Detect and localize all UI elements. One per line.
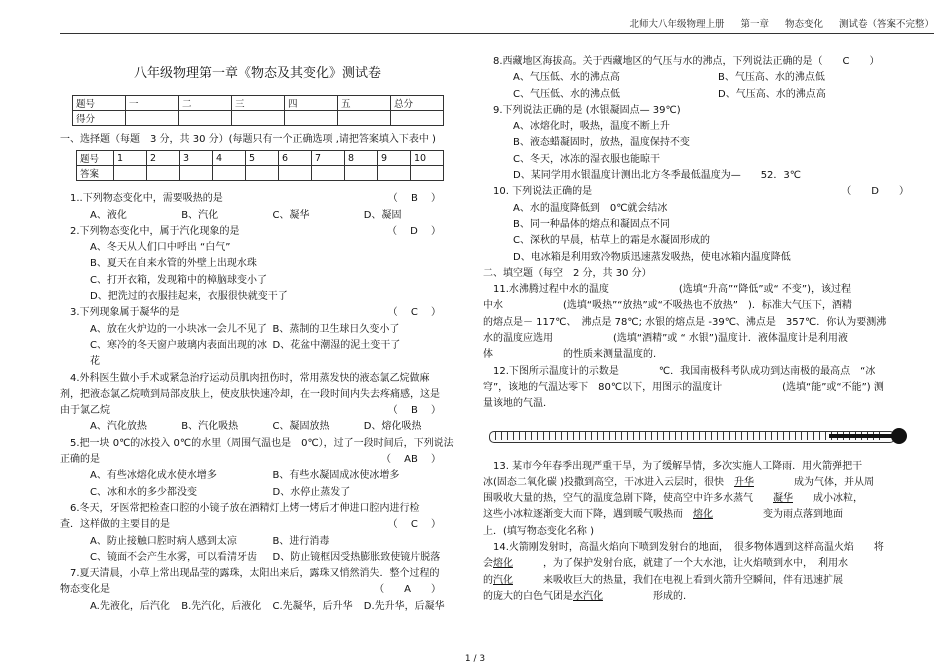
left-column — [60, 34, 455, 615]
option: C、凝固放热 — [272, 421, 330, 433]
filled-answer: 熔化 — [493, 558, 513, 570]
score-cell[interactable] — [391, 111, 444, 126]
answer-cell[interactable] — [378, 166, 411, 181]
option: C、寒冷的冬天窗户玻璃内表面出现的冰花 — [90, 339, 267, 368]
options — [60, 338, 455, 371]
text: 变为雨点落到地面 — [713, 509, 843, 521]
answer-mark: （ D ） — [841, 186, 909, 198]
score-cell[interactable] — [338, 111, 391, 126]
score-cell: 总分 — [391, 96, 444, 111]
option: D、熔化吸热 — [363, 421, 422, 433]
option: B、夏天在自来水管的外壁上出现水珠 — [90, 258, 257, 270]
option: B、有些水凝固成冰使冰增多 — [272, 470, 400, 482]
answer-cell: 6 — [279, 151, 312, 166]
score-cell: 题号 — [73, 96, 126, 111]
question-stem: 10. 下列说法正确的是 — [493, 186, 593, 198]
question-stem: 3.下列现象属于凝华的是 — [70, 307, 180, 319]
score-cell[interactable] — [232, 111, 285, 126]
answer-cell[interactable] — [147, 166, 180, 181]
question-text: 体 的性质来测量温度的. — [483, 349, 657, 361]
options — [60, 485, 455, 501]
thermometer-figure — [489, 425, 909, 449]
option: A、水的温度降低到 0℃就会结冰 — [513, 202, 668, 214]
answer-mark: （ A ） — [374, 584, 441, 596]
options — [483, 70, 923, 86]
options — [60, 534, 455, 550]
answer-mark: （ B ） — [387, 405, 441, 417]
option: B、进行消毒 — [272, 535, 330, 547]
right-column — [483, 34, 923, 605]
answer-cell[interactable] — [312, 166, 345, 181]
option: A、有些冰熔化成水使水增多 — [90, 470, 217, 482]
question-text: 穹”，该地的气温达零下 80℃以下，用图示的温度计 (选填“能”或“不能”) 测 — [483, 381, 884, 393]
options — [60, 419, 455, 435]
option: D、花盆中潮湿的泥土变干了 — [272, 339, 401, 351]
text: 的 — [483, 574, 493, 586]
question-1 — [60, 191, 455, 207]
options — [60, 322, 455, 338]
question-text — [483, 475, 923, 491]
options — [483, 87, 923, 103]
option: D、防止镜框因受热膨胀致使镜片脱落 — [272, 551, 441, 563]
option: B、汽化吸热 — [181, 421, 239, 433]
question-stem: 物态变化是 — [60, 584, 110, 596]
option: C、气压低、水的沸点低 — [513, 88, 620, 100]
question-stem: 剂，把液态氯乙烷喷到局部皮肤上，使皮肤快速冷却，在一段时间内失去疼痛感，这是 — [60, 388, 440, 400]
option: A、防止接触口腔时病人感到太凉 — [90, 535, 237, 547]
text: 围吸收大量的热，空气的温度急剧下降，使高空中许多水蒸气 — [483, 493, 773, 505]
answer-cell: 5 — [246, 151, 279, 166]
question-13: 13. 某市今年春季出现严重干旱，为了缓解旱情，多次实施人工降雨．用火箭弹把干 — [493, 460, 863, 472]
section2-heading: 二、填空题（每空 2 分，共 30 分） — [483, 267, 652, 279]
question-text: 量该地的气温． — [483, 398, 553, 410]
option: B、液态蜡凝固时，放热，温度保持不变 — [513, 137, 690, 149]
score-cell: 五 — [338, 96, 391, 111]
question-stem: 查．这样做的主要目的是 — [60, 519, 170, 531]
option: C、镜面不会产生水雾，可以看清牙齿 — [90, 551, 257, 563]
filled-answer: 熔化 — [693, 509, 713, 521]
option: C、打开衣箱，发现箱中的樟脑球变小了 — [90, 274, 267, 286]
option: A.先液化，后汽化 — [90, 600, 170, 612]
question-text — [483, 556, 923, 572]
option: A、液化 — [90, 209, 127, 221]
question-text: 中水 (选填“吸热”“放热”或“不吸热也不放热” )．标准大气压下，酒精 — [483, 300, 852, 312]
option: A、气压低、水的沸点高 — [513, 72, 620, 84]
score-cell: 一 — [126, 96, 179, 111]
question-12: 12.下图所示温度计的示数是 ℃．我国南极科考队成功到达南极的最高点 “冰 — [493, 365, 876, 377]
answer-mark: （ D ） — [386, 225, 441, 237]
answer-cell: 9 — [378, 151, 411, 166]
question-stem-line — [60, 517, 455, 533]
text: ，为了保护发射台底，就建了一个大水池，让火焰喷到水中， 利用水 — [513, 558, 848, 570]
option: C.先凝华，后升华 — [272, 600, 353, 612]
question-3 — [60, 305, 455, 321]
filled-answer: 汽化 — [493, 574, 513, 586]
question-stem: 由于氯乙烷 — [60, 405, 110, 417]
options — [60, 599, 455, 615]
question-10 — [483, 184, 923, 200]
answer-cell[interactable] — [345, 166, 378, 181]
question-7: 7.夏天清晨，小草上常出现晶莹的露珠，太阳出来后，露珠又悄然消失．整个过程的 — [70, 568, 440, 580]
score-cell[interactable] — [285, 111, 338, 126]
thermometer-scale — [495, 432, 885, 440]
page-header — [613, 16, 934, 30]
question-6: 6.冬天，牙医常把检查口腔的小镜子放在酒精灯上烤一烤后才伸进口腔内进行检 — [70, 502, 420, 514]
question-text — [483, 491, 923, 507]
score-cell: 三 — [232, 96, 285, 111]
text: 成为气体，并从周 — [753, 476, 874, 488]
answer-table — [76, 150, 444, 181]
option: D、水停止蒸发了 — [272, 486, 351, 498]
text: 会 — [483, 558, 493, 570]
answer-mark: （ C ） — [387, 307, 441, 319]
thermometer-liquid — [829, 434, 895, 438]
options — [60, 468, 455, 484]
options — [60, 550, 455, 566]
answer-mark: （ C ） — [387, 519, 441, 531]
filled-answer: 升华 — [733, 476, 754, 488]
question-text: 水的温度应选用 (选填“酒精”或 “ 水银”)温度计．液体温度计是利用液 — [483, 333, 848, 345]
option: B.先汽化，后液化 — [181, 600, 262, 612]
question-14: 14.火箭刚发射时，高温火焰向下喷到发射台的地面， 很多物体遇到这样高温火焰 将 — [493, 542, 884, 554]
option: B、气压高、水的沸点低 — [718, 72, 825, 84]
score-cell[interactable] — [126, 111, 179, 126]
text: 形成的. — [603, 590, 687, 602]
question-11: 11.水沸腾过程中水的温度 (选填“升高”“降低”或“ 不变”)，该过程 — [493, 284, 851, 296]
question-stem-line — [60, 403, 455, 419]
option: B、同一种晶体的熔点和凝固点不同 — [513, 218, 670, 230]
question-2 — [60, 224, 455, 240]
option: C、深秋的早晨，枯草上的霜是水凝固形成的 — [513, 235, 710, 247]
question-stem-line — [60, 582, 455, 598]
option: D、凝固 — [363, 209, 402, 221]
question-stem: 1..下列物态变化中，需要吸热的是 — [70, 193, 223, 205]
answer-cell: 1 — [114, 151, 147, 166]
question-8: 8.西藏地区海拔高。关于西藏地区的气压与水的沸点，下列说法正确的是（ C ） — [493, 56, 880, 67]
question-text — [483, 507, 923, 523]
score-cell: 二 — [179, 96, 232, 111]
score-cell: 得分 — [73, 111, 126, 126]
answer-mark: （ B ） — [387, 193, 441, 205]
question-stem: 2.下列物态变化中，属于汽化现象的是 — [70, 225, 240, 237]
option: D、电冰箱是利用致冷物质迅速蒸发吸热，使电冰箱内温度降低 — [513, 251, 791, 263]
answer-cell: 题号 — [77, 151, 114, 166]
question-stem: 正确的是 — [60, 454, 100, 466]
option: D、气压高、水的沸点高 — [718, 88, 826, 100]
filled-answer: 凝华 — [773, 493, 793, 505]
question-stem-line — [60, 452, 455, 468]
option: D、把洗过的衣服挂起来，衣服很快就变干了 — [90, 291, 288, 303]
header-topic: 物态变化 — [784, 19, 823, 30]
answer-cell[interactable] — [279, 166, 312, 181]
score-cell[interactable] — [179, 111, 232, 126]
option: B、汽化 — [181, 209, 219, 221]
question-5: 5.把一块 0℃的冰投入 0℃的水里（周围气温也是 0℃），过了一段时间后，下列说法 — [70, 437, 454, 449]
answer-cell: 4 — [213, 151, 246, 166]
question-text — [483, 589, 923, 605]
header-chapter: 第一章 — [740, 19, 769, 30]
answer-cell: 8 — [345, 151, 378, 166]
option: C、凝华 — [272, 209, 310, 221]
answer-cell: 7 — [312, 151, 345, 166]
text: 这些小冰粒逐渐变大而下降，遇到暖气吸热而 — [483, 509, 693, 521]
option: B、蒸制的卫生球日久变小了 — [272, 323, 400, 335]
answer-cell[interactable] — [180, 166, 213, 181]
option: A、汽化放热 — [90, 421, 147, 433]
score-table — [72, 95, 444, 126]
question-4: 4.外科医生做小手术或紧急治疗运动员肌肉扭伤时，常用蒸发快的液态氯乙烷做麻 — [70, 372, 430, 384]
options — [60, 208, 455, 224]
thermometer-bulb — [891, 428, 907, 444]
question-9: 9.下列说法正确的是 (水银凝固点— 39℃) — [493, 104, 681, 116]
option: D.先升华，后凝华 — [363, 600, 445, 612]
header-paper: 测试卷（答案不完整） — [838, 19, 934, 30]
answer-cell: 3 — [180, 151, 213, 166]
answer-cell[interactable] — [213, 166, 246, 181]
answer-cell: 答案 — [77, 166, 114, 181]
score-cell: 四 — [285, 96, 338, 111]
question-text — [483, 573, 923, 589]
question-text: 上．(填写物态变化名称 ) — [483, 525, 594, 537]
filled-answer: 水汽化 — [573, 590, 603, 602]
option: A、冬天从人们口中呼出 “白气” — [90, 242, 231, 254]
option: D、某同学用水银温度计测出北方冬季最低温度为— 52．3℃ — [513, 170, 802, 182]
answer-cell[interactable] — [246, 166, 279, 181]
header-book: 北师大八年级物理上册 — [629, 19, 725, 30]
answer-cell: 2 — [147, 151, 180, 166]
answer-cell[interactable] — [411, 166, 444, 181]
page-number: 1 / 3 — [464, 654, 486, 664]
text: 来吸收巨大的热量，我们在电视上看到火箭升空瞬间，伴有迅速扩展 — [513, 574, 843, 586]
option: C、冬天，冰冻的湿衣服也能晾干 — [513, 153, 660, 165]
text: 成小冰粒， — [793, 493, 863, 505]
question-text: 的熔点是－ 117℃、 沸点是 78℃; 水银的熔点是 -39℃、沸点是 357℃．你认为要测沸 — [483, 316, 887, 328]
section1-heading: 一、选择题（每题 3 分，共 30 分）(每题只有一个正确选项 ,请把答案填入下表中 ) — [60, 134, 436, 145]
answer-cell: 10 — [411, 151, 444, 166]
page-title: 八年级物理第一章《物态及其变化》测试卷 — [133, 66, 381, 81]
option: A、放在火炉边的一小块冰一会儿不见了 — [90, 323, 267, 335]
answer-mark: （ AB ） — [380, 454, 441, 466]
option: A、冰熔化时，吸热，温度不断上升 — [513, 121, 670, 133]
option: C、冰和水的多少都没变 — [90, 486, 197, 498]
text: 冰(固态二氧化碳 )投撒到高空，干冰进入云层时，很快 — [483, 476, 734, 488]
answer-cell[interactable] — [114, 166, 147, 181]
text: 的庞大的白色气团是 — [483, 590, 573, 602]
